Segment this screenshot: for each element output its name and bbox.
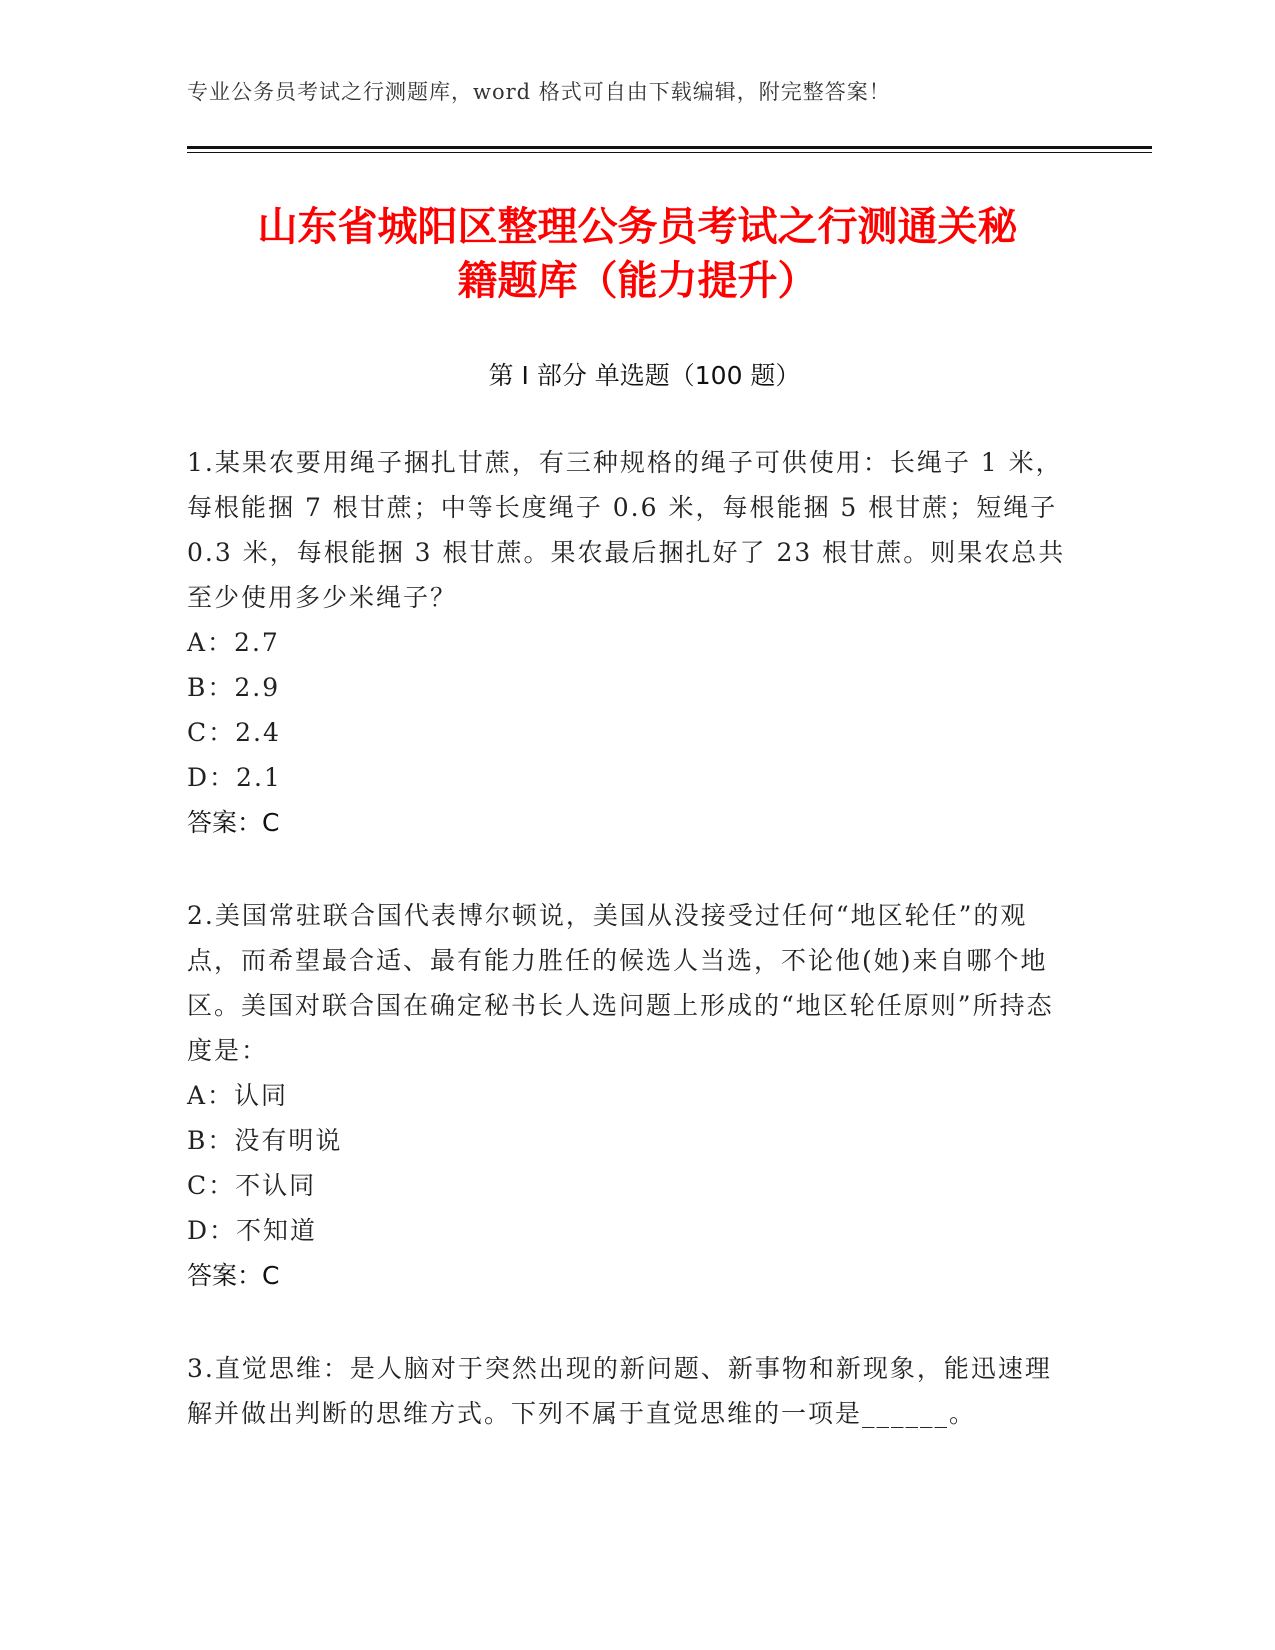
answer: 答案：C — [187, 1261, 280, 1290]
answer: 答案：C — [187, 808, 280, 837]
option-b: B：没有明说 — [187, 1126, 343, 1155]
question-text: 1.某果农要用绳子捆扎甘蔗，有三种规格的绳子可供使用：长绳子 1 米，每根能捆 7 根甘蔗；中等长度绳子 0.6 米，每根能捆 5 根甘蔗；短绳子 0.3 米，每根能捆 3 根甘蔗。果农最后捆扎好了 23 根甘蔗。则果农总共至少使用多少米绳子？ — [187, 448, 1066, 612]
option-d: D：不知道 — [187, 1216, 318, 1245]
question-1 — [187, 440, 1067, 845]
option-d: D：2.1 — [187, 763, 282, 792]
header-rule-thick — [187, 146, 1152, 149]
option-c: C：不认同 — [187, 1171, 317, 1200]
header-rule-thin — [187, 152, 1152, 153]
question-3 — [187, 1346, 1067, 1436]
title-line-1: 山东省城阳区整理公务员考试之行测通关秘 — [257, 204, 1018, 250]
question-text: 3.直觉思维：是人脑对于突然出现的新问题、新事物和新现象，能迅速理解并做出判断的思维方式。下列不属于直觉思维的一项是______。 — [187, 1354, 1052, 1428]
question-2 — [187, 893, 1067, 1298]
option-a: A：2.7 — [187, 628, 280, 657]
section-title: 第 I 部分 单选题（100 题） — [488, 361, 801, 390]
title-line-2: 籍题库（能力提升） — [457, 258, 818, 304]
option-b: B：2.9 — [187, 673, 281, 702]
question-text: 2.美国常驻联合国代表博尔顿说，美国从没接受过任何“地区轮任”的观点，而希望最合适、最有能力胜任的候选人当选，不论他(她)来自哪个地区。美国对联合国在确定秘书长人选问题上形成的“地区轮任原则”所持态度是： — [187, 901, 1054, 1065]
option-c: C：2.4 — [187, 718, 281, 747]
option-a: A：认同 — [187, 1081, 289, 1110]
document-title — [160, 200, 1115, 308]
header-note: 专业公务员考试之行测题库，word 格式可自由下载编辑，附完整答案！ — [187, 80, 891, 104]
